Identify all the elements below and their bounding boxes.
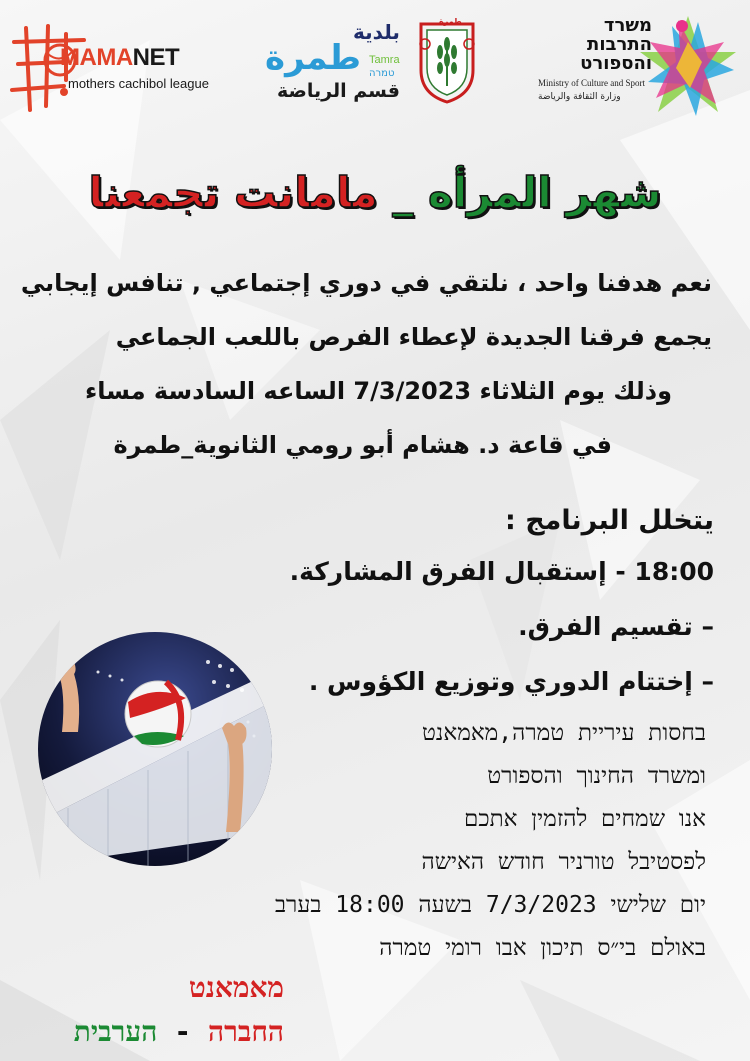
hebrew-description — [226, 712, 706, 970]
arabic-line-2: يجمع فرقنا الجديدة لإعطاء الفرص باللعب الجماعي — [115, 323, 712, 351]
event-title — [0, 168, 750, 217]
title-separator: _ — [377, 168, 429, 217]
hebrew-line-5: יום שלישי 7/3/2023 בשעה 18:00 בערב — [274, 892, 706, 918]
mamanet-logo — [8, 20, 218, 115]
ministry-hebrew-line2: התרבות — [587, 34, 652, 55]
program-item: – إختتام الدوري وتوزيع الكؤوس . — [308, 667, 714, 696]
tamra-baladiya-label: بلدية — [353, 20, 400, 44]
ministry-culture-sport-logo — [530, 12, 745, 122]
ministry-english-name: Ministry of Culture and Sport — [538, 78, 645, 88]
mamanet-wordmark-part1: MAMA — [60, 44, 133, 71]
title-part2: مامانت تجمعنا — [88, 168, 378, 217]
tamra-name: طمرة — [265, 38, 362, 78]
tamra-sports-department: قسم الرياضة — [277, 80, 400, 102]
mamanet-wordmark-part2: NET — [132, 44, 180, 71]
hebrew-line-1: בחסות עיריית טמרה,מאמאנט — [422, 720, 706, 746]
arabic-line-3: وذلك يوم الثلاثاء 7/3/2023 الساعه السادسة مساء — [85, 377, 672, 405]
bottom-logo-line2 — [34, 1010, 284, 1054]
tamra-municipality-logo — [265, 14, 505, 109]
ministry-arabic-name: وزارة الثقافة والرياضة — [538, 92, 621, 102]
bottom-logo-part1: החברה — [207, 1015, 284, 1048]
ministry-star-icon — [638, 12, 738, 120]
arabic-line-1: نعم هدفنا واحد ، نلتقي في دوري إجتماعي , تنافس إيجابي — [20, 269, 712, 297]
tamra-emblem-label: طمرة — [439, 17, 462, 26]
program-item: – تقسيم الفرق. — [518, 612, 714, 641]
tamra-name-hebrew: טמרה — [369, 68, 395, 79]
mamanet-tagline: mothers cachibol league — [68, 76, 209, 91]
mamanet-arab-society-logo — [34, 966, 284, 1054]
program-item: 18:00 - إستقبال الفرق المشاركة. — [289, 557, 714, 586]
hebrew-line-2: ומשרד החינוך והספורט — [487, 763, 706, 789]
ministry-hebrew-line3: והספורט — [580, 53, 652, 74]
program-heading: يتخلل البرنامج : — [505, 505, 714, 536]
hebrew-line-6: באולם בי״ס תיכון אבו רומי טמרה — [379, 935, 706, 961]
arabic-line-4: في قاعة د. هشام أبو رومي الثانوية_طمرة — [113, 431, 612, 459]
bottom-logo-part2: הערבית — [73, 1015, 158, 1048]
ministry-hebrew-line1: משרד — [603, 15, 652, 36]
title-part1: شهر المرأه — [428, 168, 662, 217]
tamra-name-latin: Tamra — [369, 54, 400, 66]
hebrew-line-4: לפסטיבל טורניר חודש האישה — [421, 849, 706, 875]
bottom-logo-separator: - — [157, 1015, 208, 1048]
tamra-emblem-icon — [415, 14, 479, 104]
mamanet-wordmark — [60, 44, 179, 72]
bottom-logo-line1: מאמאנט — [188, 971, 284, 1004]
hebrew-line-3: אנו שמחים להזמין אתכם — [464, 806, 706, 832]
arabic-description — [22, 256, 712, 472]
